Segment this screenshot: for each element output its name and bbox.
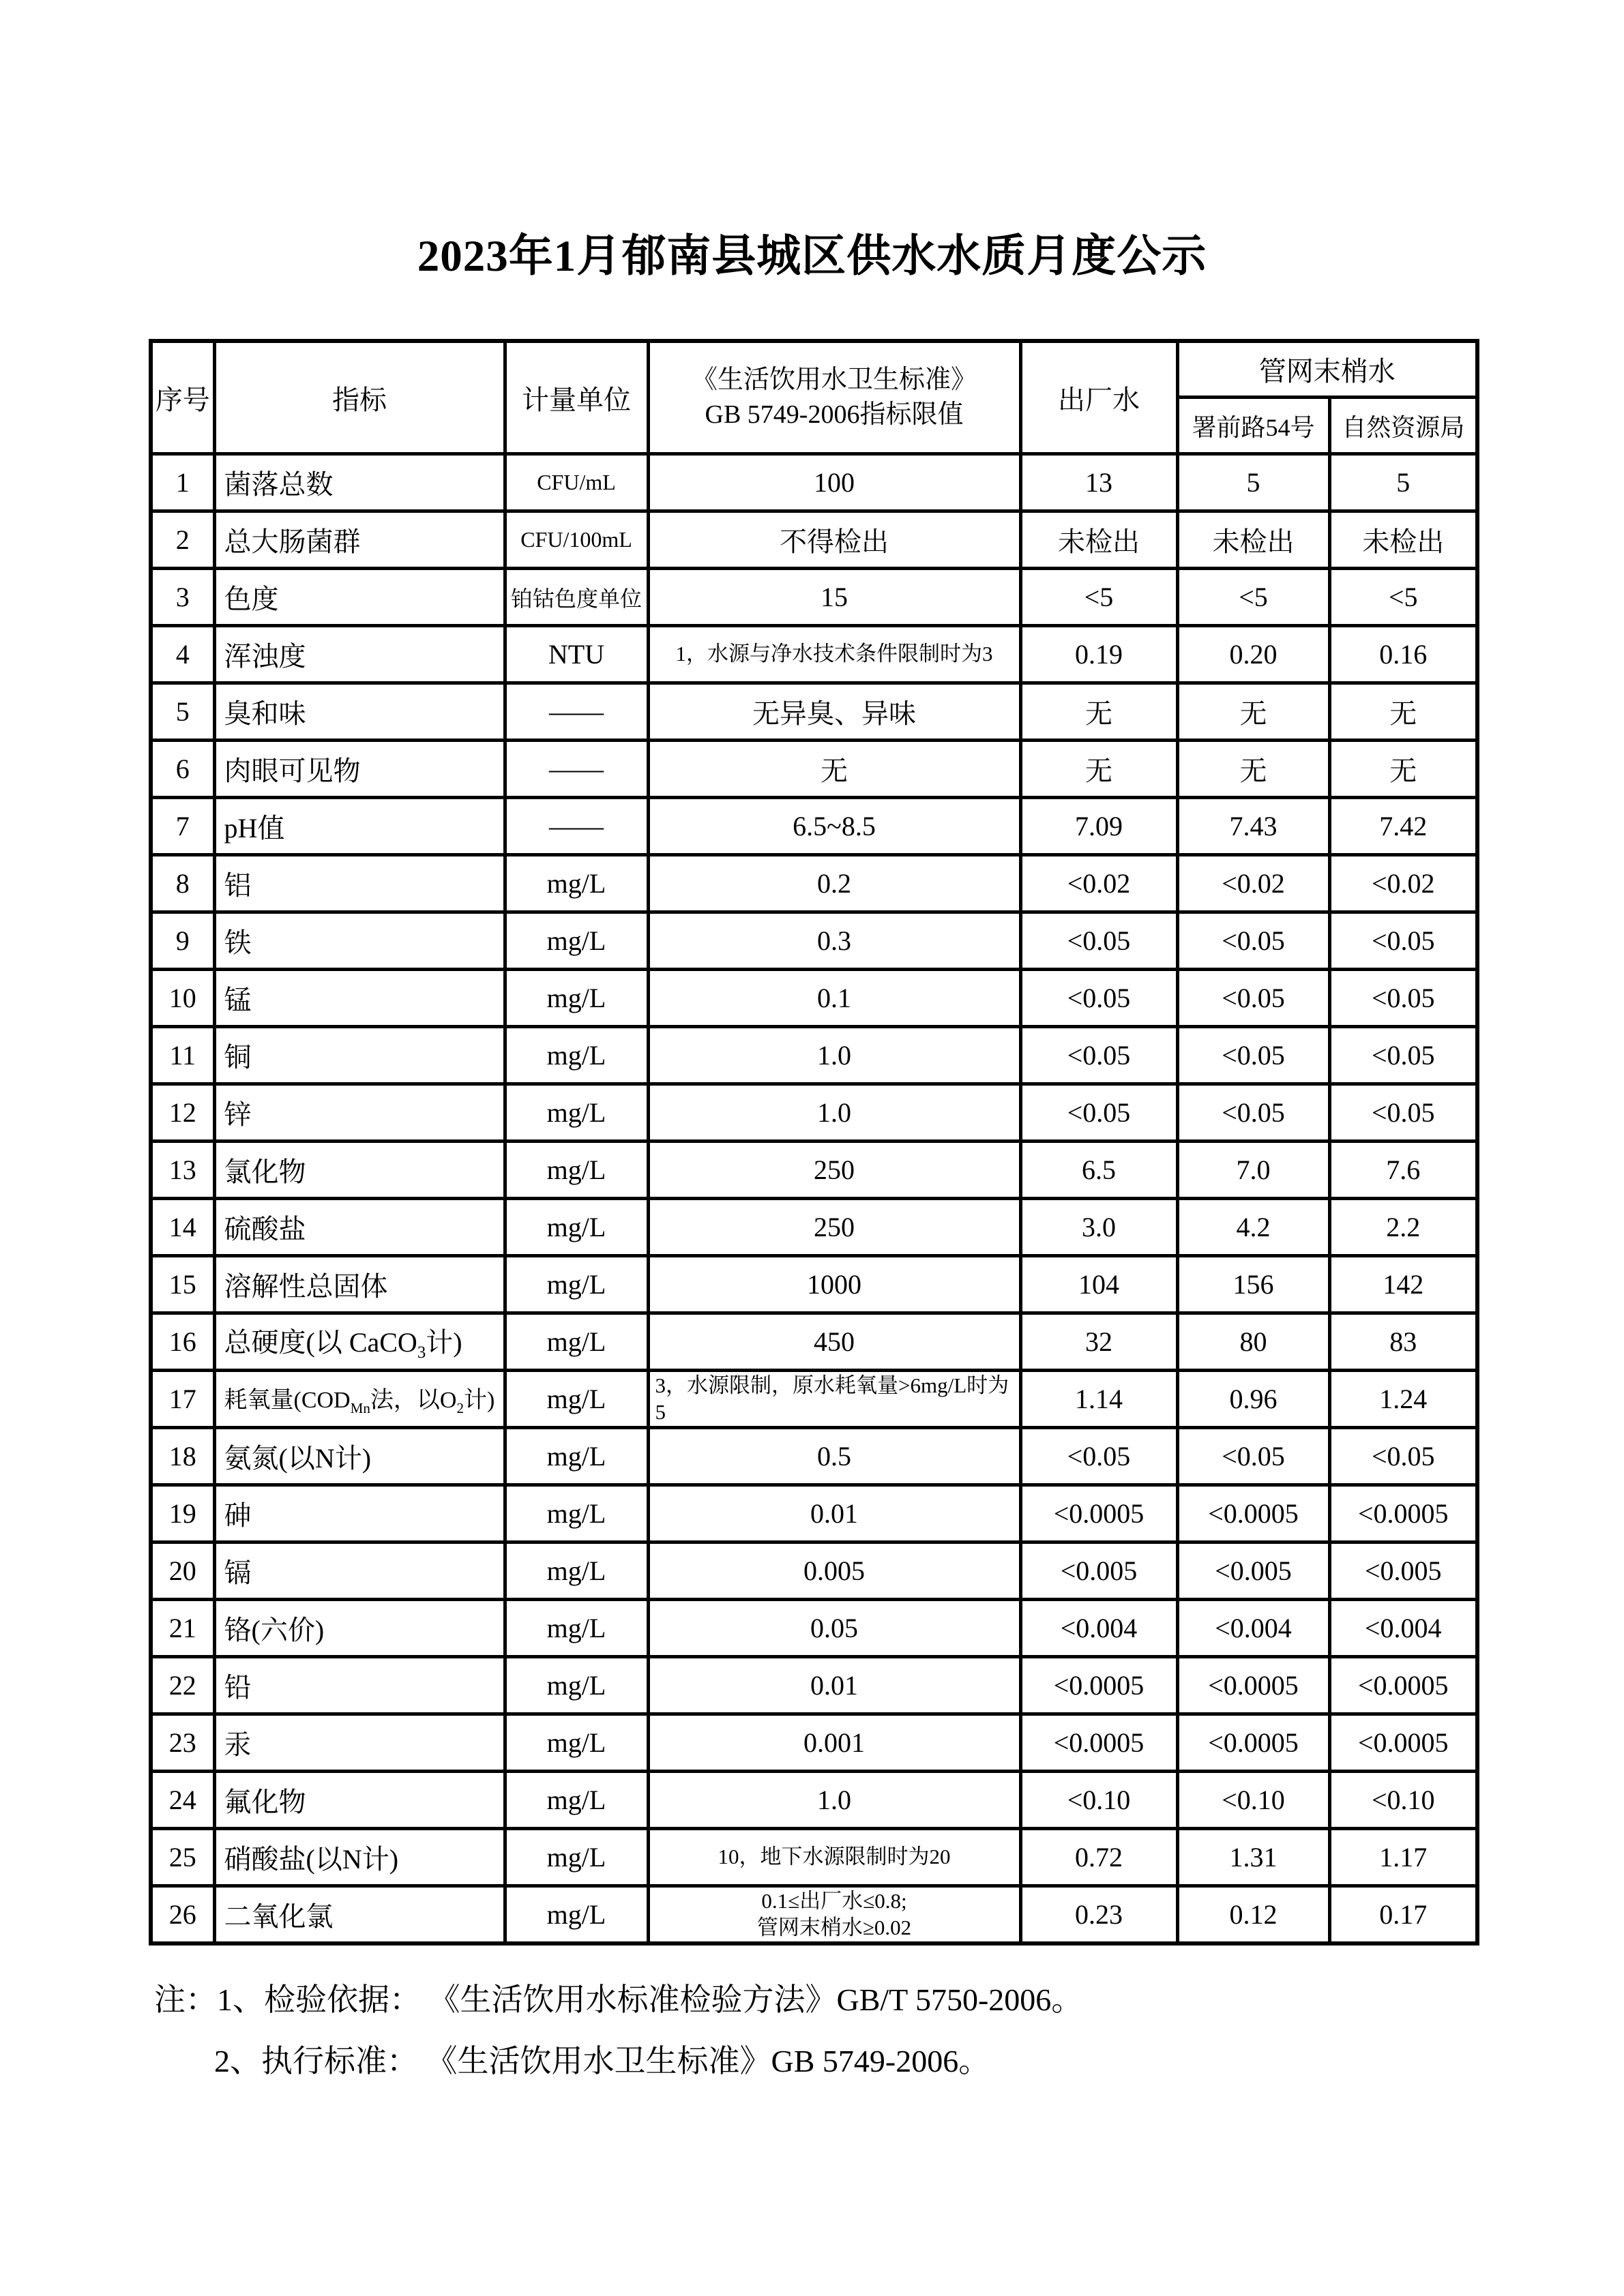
cell-pipe-site1-value: <0.0005 <box>1177 1657 1329 1714</box>
cell-limit: 0.005 <box>648 1542 1020 1600</box>
note-execution-standard: 2、执行标准： 《生活饮用水卫生标准》GB 5749-2006。 <box>214 2044 990 2078</box>
page-title: 2023年1月郁南县城区供水水质月度公示 <box>417 232 1207 281</box>
table-row <box>151 1600 1477 1657</box>
cell-limit: 0.2 <box>648 855 1020 912</box>
cell-indicator: 汞 <box>214 1714 505 1772</box>
table-row <box>151 798 1477 855</box>
cell-seq: 25 <box>151 1829 214 1886</box>
cell-seq: 6 <box>151 741 214 798</box>
cell-indicator: 硫酸盐 <box>214 1199 505 1256</box>
cell-indicator: 铁 <box>214 912 505 970</box>
cell-limit: 250 <box>648 1142 1020 1199</box>
cell-seq: 8 <box>151 855 214 912</box>
cell-pipe-site2-value: 无 <box>1329 683 1477 741</box>
cell-pipe-site2-value: 2.2 <box>1329 1199 1477 1256</box>
cell-seq: 21 <box>151 1600 214 1657</box>
table-row <box>151 569 1477 626</box>
cell-limit: 10，地下水源限制时为20 <box>648 1829 1020 1886</box>
cell-seq: 19 <box>151 1485 214 1542</box>
table-row <box>151 741 1477 798</box>
cell-unit: mg/L <box>505 1600 648 1657</box>
cell-seq: 13 <box>151 1142 214 1199</box>
water-quality-table <box>149 339 1479 1945</box>
cell-pipe-site1-value: <0.05 <box>1177 912 1329 970</box>
cell-pipe-site1-value: 无 <box>1177 741 1329 798</box>
cell-pipe-site2-value: <0.0005 <box>1329 1657 1477 1714</box>
table-row <box>151 454 1477 511</box>
cell-indicator: 铜 <box>214 1027 505 1084</box>
cell-unit: mg/L <box>505 1313 648 1371</box>
cell-seq: 22 <box>151 1657 214 1714</box>
cell-pipe-site2-value: <0.004 <box>1329 1600 1477 1657</box>
cell-limit: 无异臭、异味 <box>648 683 1020 741</box>
table-row <box>151 1428 1477 1485</box>
cell-pipe-site1-value: 无 <box>1177 683 1329 741</box>
cell-unit: mg/L <box>505 1428 648 1485</box>
cell-factory-water-value: 104 <box>1020 1256 1177 1313</box>
cell-indicator: 菌落总数 <box>214 454 505 511</box>
cell-seq: 10 <box>151 970 214 1027</box>
table-body <box>151 454 1477 1944</box>
cell-limit: 15 <box>648 569 1020 626</box>
col-header-unit: 计量单位 <box>505 341 648 454</box>
cell-pipe-site1-value: 80 <box>1177 1313 1329 1371</box>
cell-pipe-site1-value: 7.0 <box>1177 1142 1329 1199</box>
cell-indicator: 溶解性总固体 <box>214 1256 505 1313</box>
cell-indicator: 硝酸盐(以N计) <box>214 1829 505 1886</box>
cell-seq: 18 <box>151 1428 214 1485</box>
cell-unit: mg/L <box>505 1371 648 1428</box>
cell-pipe-site2-value: 7.6 <box>1329 1142 1477 1199</box>
cell-unit: mg/L <box>505 912 648 970</box>
cell-limit: 250 <box>648 1199 1020 1256</box>
cell-seq: 24 <box>151 1772 214 1829</box>
cell-pipe-site1-value: <0.004 <box>1177 1600 1329 1657</box>
cell-factory-water-value: 13 <box>1020 454 1177 511</box>
cell-seq: 9 <box>151 912 214 970</box>
cell-pipe-site1-value: <5 <box>1177 569 1329 626</box>
table-row <box>151 1199 1477 1256</box>
cell-factory-water-value: 0.23 <box>1020 1886 1177 1944</box>
table-row <box>151 1829 1477 1886</box>
table-row <box>151 1886 1477 1944</box>
cell-pipe-site2-value: <0.05 <box>1329 1027 1477 1084</box>
cell-seq: 23 <box>151 1714 214 1772</box>
cell-unit: mg/L <box>505 1829 648 1886</box>
cell-indicator: 氯化物 <box>214 1142 505 1199</box>
cell-unit: mg/L <box>505 970 648 1027</box>
cell-pipe-site1-value: 156 <box>1177 1256 1329 1313</box>
cell-limit: 0.01 <box>648 1485 1020 1542</box>
cell-factory-water-value: <0.0005 <box>1020 1485 1177 1542</box>
col-header-pipe-site-1: 署前路54号 <box>1177 398 1329 454</box>
cell-factory-water-value: <0.0005 <box>1020 1657 1177 1714</box>
cell-limit: 100 <box>648 454 1020 511</box>
cell-indicator: 臭和味 <box>214 683 505 741</box>
cell-factory-water-value: 未检出 <box>1020 511 1177 569</box>
cell-seq: 12 <box>151 1084 214 1142</box>
table-row <box>151 1657 1477 1714</box>
cell-pipe-site2-value: 142 <box>1329 1256 1477 1313</box>
cell-indicator: 铅 <box>214 1657 505 1714</box>
header-row-1 <box>151 341 1477 398</box>
cell-seq: 5 <box>151 683 214 741</box>
cell-pipe-site1-value: 1.31 <box>1177 1829 1329 1886</box>
cell-factory-water-value: 32 <box>1020 1313 1177 1371</box>
cell-pipe-site2-value: <0.05 <box>1329 1428 1477 1485</box>
cell-unit: —— <box>505 798 648 855</box>
cell-seq: 2 <box>151 511 214 569</box>
cell-unit: —— <box>505 741 648 798</box>
cell-pipe-site2-value: <0.0005 <box>1329 1714 1477 1772</box>
cell-unit: mg/L <box>505 855 648 912</box>
table-row <box>151 511 1477 569</box>
table-row <box>151 1772 1477 1829</box>
cell-indicator: 二氧化氯 <box>214 1886 505 1944</box>
cell-limit: 0.1 <box>648 970 1020 1027</box>
cell-factory-water-value: <0.05 <box>1020 1428 1177 1485</box>
cell-pipe-site1-value: 7.43 <box>1177 798 1329 855</box>
cell-seq: 3 <box>151 569 214 626</box>
cell-pipe-site1-value: 0.20 <box>1177 626 1329 683</box>
cell-factory-water-value: <0.05 <box>1020 1084 1177 1142</box>
cell-limit: 1，水源与净水技术条件限制时为3 <box>648 626 1020 683</box>
cell-limit: 1000 <box>648 1256 1020 1313</box>
cell-indicator: 镉 <box>214 1542 505 1600</box>
cell-unit: CFU/mL <box>505 454 648 511</box>
cell-pipe-site2-value: 1.17 <box>1329 1829 1477 1886</box>
cell-pipe-site2-value: <0.0005 <box>1329 1485 1477 1542</box>
cell-pipe-site1-value: 未检出 <box>1177 511 1329 569</box>
cell-unit: —— <box>505 683 648 741</box>
cell-seq: 15 <box>151 1256 214 1313</box>
cell-pipe-site1-value: 0.96 <box>1177 1371 1329 1428</box>
cell-limit: 0.5 <box>648 1428 1020 1485</box>
cell-pipe-site2-value: <0.05 <box>1329 1084 1477 1142</box>
table-row <box>151 912 1477 970</box>
col-header-indicator: 指标 <box>214 341 505 454</box>
col-header-pipe-site-2: 自然资源局 <box>1329 398 1477 454</box>
cell-seq: 16 <box>151 1313 214 1371</box>
cell-factory-water-value: <0.005 <box>1020 1542 1177 1600</box>
cell-factory-water-value: 无 <box>1020 683 1177 741</box>
cell-seq: 4 <box>151 626 214 683</box>
cell-pipe-site1-value: <0.0005 <box>1177 1485 1329 1542</box>
cell-factory-water-value: 7.09 <box>1020 798 1177 855</box>
cell-pipe-site2-value: 83 <box>1329 1313 1477 1371</box>
cell-pipe-site2-value: 0.16 <box>1329 626 1477 683</box>
cell-pipe-site2-value: <0.02 <box>1329 855 1477 912</box>
cell-unit: mg/L <box>505 1657 648 1714</box>
cell-pipe-site1-value: <0.05 <box>1177 970 1329 1027</box>
table-header <box>151 341 1477 454</box>
cell-unit: mg/L <box>505 1142 648 1199</box>
cell-pipe-site1-value: <0.05 <box>1177 1084 1329 1142</box>
cell-factory-water-value: <0.02 <box>1020 855 1177 912</box>
cell-factory-water-value: <0.05 <box>1020 1027 1177 1084</box>
cell-factory-water-value: <0.004 <box>1020 1600 1177 1657</box>
cell-pipe-site1-value: <0.05 <box>1177 1428 1329 1485</box>
cell-pipe-site2-value: <0.05 <box>1329 970 1477 1027</box>
col-header-factory-water: 出厂水 <box>1020 341 1177 454</box>
cell-pipe-site1-value: 4.2 <box>1177 1199 1329 1256</box>
cell-factory-water-value: 6.5 <box>1020 1142 1177 1199</box>
cell-unit: mg/L <box>505 1084 648 1142</box>
cell-unit: mg/L <box>505 1027 648 1084</box>
cell-factory-water-value: <0.05 <box>1020 912 1177 970</box>
note-inspection-basis: 注：1、检验依据： 《生活饮用水标准检验方法》GB/T 5750-2006。 <box>154 1982 1083 2017</box>
table-row <box>151 683 1477 741</box>
table-row <box>151 1027 1477 1084</box>
table-row <box>151 1256 1477 1313</box>
table-row <box>151 1371 1477 1428</box>
cell-indicator: 氨氮(以N计) <box>214 1428 505 1485</box>
cell-unit: 铂钴色度单位 <box>505 569 648 626</box>
cell-unit: mg/L <box>505 1256 648 1313</box>
cell-limit: 0.01 <box>648 1657 1020 1714</box>
col-header-limit <box>648 341 1020 454</box>
cell-indicator: 总硬度(以 CaCO$_3$计) <box>214 1313 505 1371</box>
cell-limit: 0.05 <box>648 1600 1020 1657</box>
cell-unit: CFU/100mL <box>505 511 648 569</box>
cell-pipe-site2-value: <0.05 <box>1329 912 1477 970</box>
cell-seq: 1 <box>151 454 214 511</box>
table-row <box>151 1714 1477 1772</box>
table-row <box>151 970 1477 1027</box>
cell-pipe-site2-value: 5 <box>1329 454 1477 511</box>
cell-seq: 14 <box>151 1199 214 1256</box>
cell-indicator: 氟化物 <box>214 1772 505 1829</box>
cell-factory-water-value: 0.72 <box>1020 1829 1177 1886</box>
cell-indicator: pH值 <box>214 798 505 855</box>
cell-pipe-site2-value: <0.005 <box>1329 1542 1477 1600</box>
cell-factory-water-value: <5 <box>1020 569 1177 626</box>
cell-indicator: 耗氧量($COD_{Mn}$法，以$O_2$计) <box>214 1371 505 1428</box>
cell-indicator: 浑浊度 <box>214 626 505 683</box>
cell-pipe-site2-value: 1.24 <box>1329 1371 1477 1428</box>
cell-pipe-site2-value: 0.17 <box>1329 1886 1477 1944</box>
cell-unit: NTU <box>505 626 648 683</box>
table-row <box>151 855 1477 912</box>
table-row <box>151 1542 1477 1600</box>
table-row <box>151 626 1477 683</box>
cell-limit: 0.1≤出厂水≤0.8; 管网末梢水≥0.02 <box>648 1886 1020 1944</box>
cell-indicator: 铬(六价) <box>214 1600 505 1657</box>
cell-factory-water-value: <0.10 <box>1020 1772 1177 1829</box>
cell-seq: 7 <box>151 798 214 855</box>
cell-unit: mg/L <box>505 1199 648 1256</box>
cell-limit: 0.3 <box>648 912 1020 970</box>
table-row <box>151 1142 1477 1199</box>
cell-unit: mg/L <box>505 1886 648 1944</box>
cell-seq: 20 <box>151 1542 214 1600</box>
cell-factory-water-value: 1.14 <box>1020 1371 1177 1428</box>
cell-pipe-site2-value: <0.10 <box>1329 1772 1477 1829</box>
cell-limit: 6.5~8.5 <box>648 798 1020 855</box>
cell-pipe-site2-value: 无 <box>1329 741 1477 798</box>
cell-pipe-site1-value: <0.02 <box>1177 855 1329 912</box>
cell-unit: mg/L <box>505 1485 648 1542</box>
cell-factory-water-value: <0.0005 <box>1020 1714 1177 1772</box>
table-row <box>151 1485 1477 1542</box>
cell-unit: mg/L <box>505 1542 648 1600</box>
col-header-seq: 序号 <box>151 341 214 454</box>
cell-pipe-site1-value: <0.10 <box>1177 1772 1329 1829</box>
cell-factory-water-value: 3.0 <box>1020 1199 1177 1256</box>
cell-seq: 17 <box>151 1371 214 1428</box>
cell-factory-water-value: <0.05 <box>1020 970 1177 1027</box>
cell-indicator: 总大肠菌群 <box>214 511 505 569</box>
cell-indicator: 锌 <box>214 1084 505 1142</box>
cell-limit: 1.0 <box>648 1772 1020 1829</box>
cell-unit: mg/L <box>505 1772 648 1829</box>
cell-limit: 0.001 <box>648 1714 1020 1772</box>
cell-pipe-site2-value: 7.42 <box>1329 798 1477 855</box>
cell-indicator: 铝 <box>214 855 505 912</box>
limit-header-line2: GB 5749-2006指标限值 <box>705 400 964 429</box>
cell-limit: 1.0 <box>648 1084 1020 1142</box>
cell-pipe-site2-value: <5 <box>1329 569 1477 626</box>
cell-pipe-site1-value: 0.12 <box>1177 1886 1329 1944</box>
cell-limit: 450 <box>648 1313 1020 1371</box>
cell-limit: 3，水源限制，原水耗氧量>6mg/L时为 5 <box>648 1371 1020 1428</box>
limit-header-line1: 《生活饮用水卫生标准》 <box>691 365 977 394</box>
cell-limit: 不得检出 <box>648 511 1020 569</box>
cell-pipe-site1-value: <0.05 <box>1177 1027 1329 1084</box>
col-header-pipe-end-water: 管网末梢水 <box>1177 341 1477 398</box>
cell-pipe-site1-value: <0.0005 <box>1177 1714 1329 1772</box>
cell-seq: 26 <box>151 1886 214 1944</box>
table-row <box>151 1084 1477 1142</box>
cell-indicator: 肉眼可见物 <box>214 741 505 798</box>
cell-factory-water-value: 无 <box>1020 741 1177 798</box>
table-row <box>151 1313 1477 1371</box>
cell-pipe-site1-value: <0.005 <box>1177 1542 1329 1600</box>
cell-seq: 11 <box>151 1027 214 1084</box>
cell-indicator: 色度 <box>214 569 505 626</box>
cell-pipe-site2-value: 未检出 <box>1329 511 1477 569</box>
cell-factory-water-value: 0.19 <box>1020 626 1177 683</box>
cell-limit: 无 <box>648 741 1020 798</box>
cell-pipe-site1-value: 5 <box>1177 454 1329 511</box>
cell-unit: mg/L <box>505 1714 648 1772</box>
cell-limit: 1.0 <box>648 1027 1020 1084</box>
cell-indicator: 锰 <box>214 970 505 1027</box>
cell-indicator: 砷 <box>214 1485 505 1542</box>
